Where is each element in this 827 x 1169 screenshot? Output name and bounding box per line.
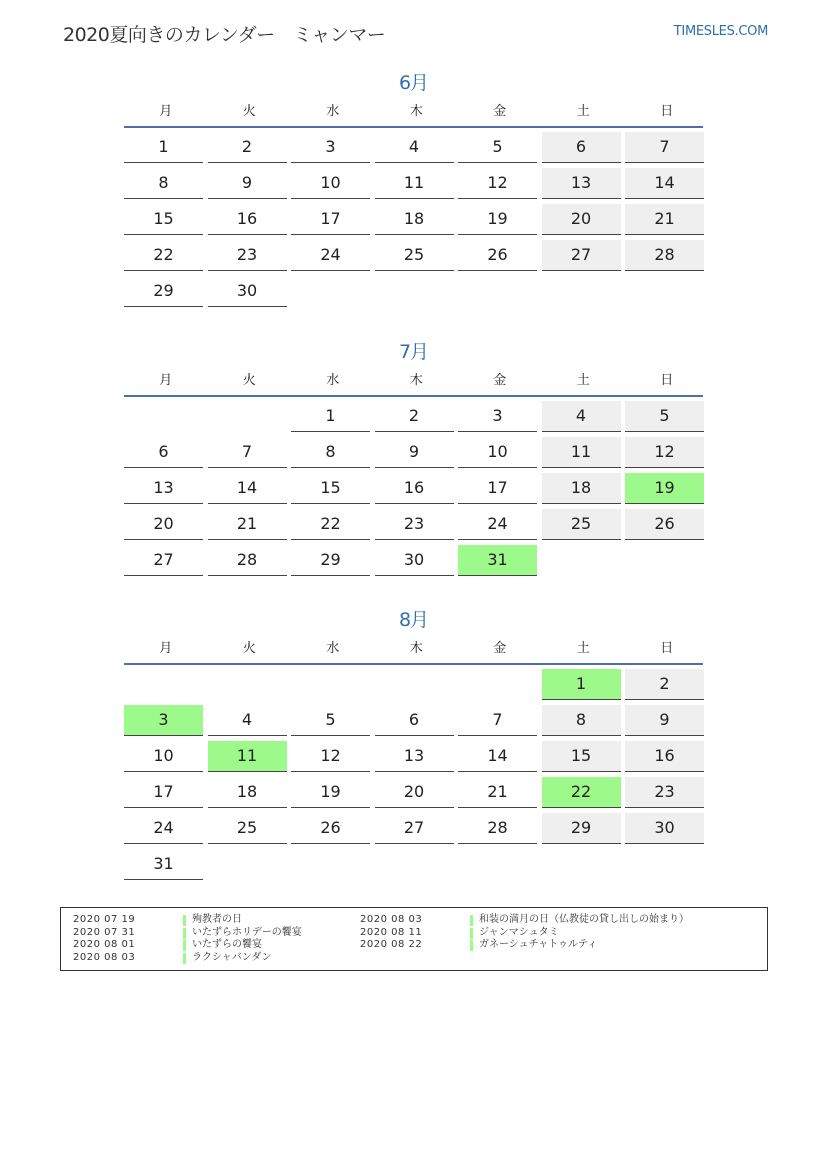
week-row <box>124 236 703 272</box>
empty-day-cell <box>542 849 621 879</box>
day-cell: 26 <box>625 509 704 540</box>
empty-day-cell <box>208 401 287 431</box>
weekday-header-tue: 火 <box>242 104 256 119</box>
day-cell: 22 <box>124 240 203 271</box>
week-row <box>124 809 703 845</box>
holiday-color-marker <box>470 915 473 926</box>
week-row <box>124 505 703 541</box>
day-cell: 31 <box>124 849 203 880</box>
day-cell: 20 <box>542 204 621 235</box>
week-row <box>124 128 703 164</box>
weekday-header-fri: 金 <box>493 104 507 119</box>
day-cell: 9 <box>625 705 704 736</box>
weekday-header-sun: 日 <box>660 641 674 656</box>
weekday-header-sat: 土 <box>576 641 590 656</box>
day-cell: 16 <box>375 473 454 504</box>
day-cell: 27 <box>375 813 454 844</box>
holiday-day-cell: 19 <box>625 473 704 504</box>
day-cell: 17 <box>458 473 537 504</box>
day-cell: 21 <box>458 777 537 808</box>
empty-day-cell <box>124 669 203 699</box>
weekday-header-thu: 木 <box>409 373 423 388</box>
day-cell: 22 <box>291 509 370 540</box>
weekday-header-mon: 月 <box>159 373 173 388</box>
day-cell: 12 <box>458 168 537 199</box>
weekday-header-thu: 木 <box>409 641 423 656</box>
empty-day-cell <box>625 276 704 306</box>
day-cell: 10 <box>291 168 370 199</box>
week-row <box>124 200 703 236</box>
weekday-header-tue: 火 <box>242 373 256 388</box>
day-cell: 2 <box>208 132 287 163</box>
holiday-color-marker <box>470 928 473 939</box>
empty-day-cell <box>542 545 621 575</box>
weekday-header-fri: 金 <box>493 641 507 656</box>
week-row <box>124 701 703 737</box>
day-cell: 23 <box>375 509 454 540</box>
weekday-header-sat: 土 <box>576 373 590 388</box>
holiday-name: いたずらホリデーの饗宴 <box>192 926 302 938</box>
day-cell: 24 <box>291 240 370 271</box>
weekday-header-wed: 水 <box>326 373 340 388</box>
day-cell: 25 <box>375 240 454 271</box>
empty-day-cell <box>124 401 203 431</box>
day-cell: 16 <box>208 204 287 235</box>
week-row <box>124 773 703 809</box>
day-cell: 13 <box>124 473 203 504</box>
weekday-header-row <box>124 98 703 128</box>
day-cell: 10 <box>124 741 203 772</box>
day-cell: 28 <box>208 545 287 576</box>
day-cell: 15 <box>124 204 203 235</box>
day-cell: 14 <box>625 168 704 199</box>
day-cell: 13 <box>542 168 621 199</box>
holiday-name: いたずらの饗宴 <box>192 939 262 950</box>
day-cell: 17 <box>124 777 203 808</box>
holiday-name: ジャンマシュタミ <box>479 926 559 938</box>
day-cell: 8 <box>291 437 370 468</box>
day-cell: 25 <box>208 813 287 844</box>
day-cell: 6 <box>542 132 621 163</box>
week-row <box>124 164 703 200</box>
empty-day-cell <box>375 276 454 306</box>
weekday-header-wed: 水 <box>326 641 340 656</box>
day-cell: 26 <box>291 813 370 844</box>
holiday-date: 2020 08 11 <box>360 926 423 938</box>
holiday-day-cell: 1 <box>542 669 621 700</box>
day-cell: 4 <box>542 401 621 432</box>
day-cell: 30 <box>375 545 454 576</box>
day-cell: 14 <box>458 741 537 772</box>
day-cell: 6 <box>124 437 203 468</box>
day-cell: 1 <box>124 132 203 163</box>
day-cell: 15 <box>542 741 621 772</box>
day-cell: 10 <box>458 437 537 468</box>
day-cell: 28 <box>458 813 537 844</box>
empty-day-cell <box>625 545 704 575</box>
holiday-day-cell: 31 <box>458 545 537 576</box>
day-cell: 9 <box>375 437 454 468</box>
week-row <box>124 397 703 433</box>
holiday-date: 2020 08 22 <box>360 939 423 950</box>
day-cell: 21 <box>208 509 287 540</box>
day-cell: 1 <box>291 401 370 432</box>
holiday-legend <box>60 907 768 971</box>
month-title: 6月 <box>398 72 429 94</box>
day-cell: 3 <box>291 132 370 163</box>
day-cell: 15 <box>291 473 370 504</box>
weekday-header-mon: 月 <box>159 641 173 656</box>
day-cell: 23 <box>208 240 287 271</box>
day-cell: 24 <box>458 509 537 540</box>
holiday-name: 和装の満月の日（仏教徒の貸し出しの始まり） <box>479 914 689 925</box>
day-cell: 30 <box>208 276 287 307</box>
holiday-color-marker <box>183 940 186 951</box>
holiday-date: 2020 08 03 <box>360 914 423 925</box>
day-cell: 25 <box>542 509 621 540</box>
week-row <box>124 469 703 505</box>
weekday-header-sat: 土 <box>576 104 590 119</box>
day-cell: 3 <box>458 401 537 432</box>
day-cell: 2 <box>375 401 454 432</box>
weekday-header-fri: 金 <box>493 373 507 388</box>
month-block-june <box>124 68 703 308</box>
day-cell: 2 <box>625 669 704 700</box>
day-cell: 12 <box>291 741 370 772</box>
day-cell: 29 <box>291 545 370 576</box>
day-cell: 20 <box>375 777 454 808</box>
weekday-header-row <box>124 635 703 665</box>
empty-day-cell <box>542 276 621 306</box>
page-title: 2020夏向きのカレンダー ミャンマー <box>63 24 386 46</box>
holiday-name: ガネーシュチャトゥルティ <box>479 939 598 950</box>
day-cell: 28 <box>625 240 704 271</box>
holiday-day-cell: 11 <box>208 741 287 772</box>
day-cell: 27 <box>542 240 621 271</box>
empty-day-cell <box>291 276 370 306</box>
day-cell: 7 <box>208 437 287 468</box>
holiday-day-cell: 22 <box>542 777 621 808</box>
day-cell: 11 <box>542 437 621 468</box>
day-cell: 11 <box>375 168 454 199</box>
weekday-header-wed: 水 <box>326 104 340 119</box>
holiday-color-marker <box>183 928 186 939</box>
holiday-name: 殉教者の日 <box>192 914 242 925</box>
day-cell: 29 <box>124 276 203 307</box>
day-cell: 29 <box>542 813 621 844</box>
holiday-date: 2020 07 19 <box>73 914 136 925</box>
day-cell: 7 <box>625 132 704 163</box>
brand-logo-text[interactable]: TIMESLES.COM <box>673 24 768 39</box>
day-cell: 7 <box>458 705 537 736</box>
day-cell: 12 <box>625 437 704 468</box>
day-cell: 18 <box>542 473 621 504</box>
week-row <box>124 272 703 308</box>
weekday-header-row <box>124 367 703 397</box>
empty-day-cell <box>625 849 704 879</box>
empty-day-cell <box>375 849 454 879</box>
holiday-color-marker <box>183 915 186 926</box>
week-row <box>124 665 703 701</box>
month-block-august <box>124 605 703 881</box>
day-cell: 21 <box>625 204 704 235</box>
day-cell: 19 <box>291 777 370 808</box>
day-cell: 8 <box>542 705 621 736</box>
day-cell: 9 <box>208 168 287 199</box>
holiday-color-marker <box>183 953 186 964</box>
day-cell: 13 <box>375 741 454 772</box>
holiday-day-cell: 3 <box>124 705 203 736</box>
day-cell: 14 <box>208 473 287 504</box>
empty-day-cell <box>208 849 287 879</box>
day-cell: 19 <box>458 204 537 235</box>
day-cell: 26 <box>458 240 537 271</box>
day-cell: 17 <box>291 204 370 235</box>
holiday-color-marker <box>470 940 473 951</box>
empty-day-cell <box>291 669 370 699</box>
day-cell: 5 <box>625 401 704 432</box>
holiday-date: 2020 08 03 <box>73 951 136 963</box>
day-cell: 8 <box>124 168 203 199</box>
day-cell: 5 <box>458 132 537 163</box>
month-block-july <box>124 337 703 577</box>
empty-day-cell <box>458 669 537 699</box>
day-cell: 4 <box>208 705 287 736</box>
week-row <box>124 737 703 773</box>
week-row <box>124 845 703 881</box>
weekday-header-thu: 木 <box>409 104 423 119</box>
week-row <box>124 433 703 469</box>
holiday-name: ラクシャバンダン <box>192 951 272 963</box>
empty-day-cell <box>208 669 287 699</box>
week-row <box>124 541 703 577</box>
day-cell: 18 <box>208 777 287 808</box>
day-cell: 24 <box>124 813 203 844</box>
day-cell: 16 <box>625 741 704 772</box>
holiday-date: 2020 08 01 <box>73 939 136 950</box>
weekday-header-sun: 日 <box>660 104 674 119</box>
weekday-header-tue: 火 <box>242 641 256 656</box>
empty-day-cell <box>458 849 537 879</box>
month-title: 7月 <box>398 341 429 363</box>
day-cell: 6 <box>375 705 454 736</box>
day-cell: 20 <box>124 509 203 540</box>
day-cell: 30 <box>625 813 704 844</box>
empty-day-cell <box>375 669 454 699</box>
empty-day-cell <box>291 849 370 879</box>
weekday-header-mon: 月 <box>159 104 173 119</box>
empty-day-cell <box>458 276 537 306</box>
day-cell: 5 <box>291 705 370 736</box>
month-title: 8月 <box>398 609 429 631</box>
day-cell: 18 <box>375 204 454 235</box>
day-cell: 23 <box>625 777 704 808</box>
day-cell: 27 <box>124 545 203 576</box>
holiday-date: 2020 07 31 <box>73 926 136 938</box>
day-cell: 4 <box>375 132 454 163</box>
weekday-header-sun: 日 <box>660 373 674 388</box>
